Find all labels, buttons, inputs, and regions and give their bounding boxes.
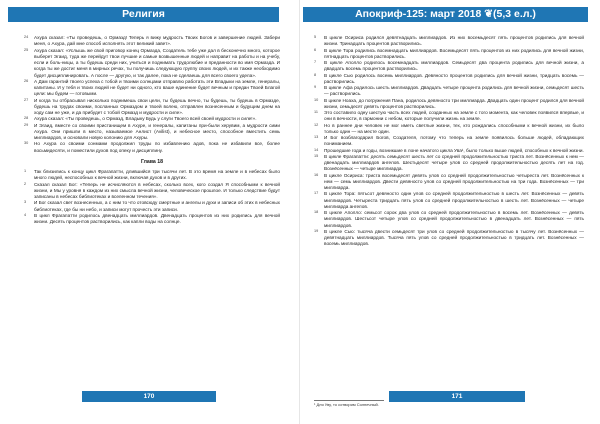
verse-text: А Дам гарантий твоего успеха с тобой и твоими солнцами отправлю работать эти Владыки на земле, генералы, капитаны. И у тебя и твоих людей не будет ни одного, кто ваше единение будет вечным и предан Твоей Благой цели: мы будем — готовыми.	[34, 78, 280, 97]
verse	[314, 73, 584, 86]
verse-number: 26	[24, 78, 29, 83]
right-page-header: Апокриф-125: март 2018 ❦(5,3 е.л.)	[303, 7, 588, 22]
verse-text: Прошедшие года и годы, возникшие в лоне начатого цикла Ува¹, было только выше людей, способных к вечной жизни.	[324, 147, 584, 153]
verse-number: 10	[314, 97, 319, 102]
verse	[24, 169, 280, 182]
verse	[24, 182, 280, 201]
verse-text: В цикле Сью родилось восемь миллиардов. Девяносто процентов родились для вечной жизни, тридцать восемь — растворились.	[324, 72, 584, 84]
verse-text: И Бог возблагодарил Богов, Создателя, потому что теперь на земле появилось больше людей, обладающих пониманием.	[324, 135, 584, 147]
verse-number: 24	[24, 35, 29, 39]
verse-number: 9	[314, 85, 317, 89]
verse-number: 15	[314, 153, 319, 158]
verse	[24, 35, 280, 48]
verse-text: Сказал сказал Бог: «Теперь не исчисляются в небесах, сколько всех, кого создал Я способными к вечной жизни, и Мы у уровня в каждом из них смысла вечной жизни, человеческое прошлое. И только следствие будут записаны в небесах библиотеках и вселенном течения».	[34, 181, 280, 199]
verse	[314, 154, 584, 173]
verse-text: И Бог сказал свет вознесенных, а с ним то что отовсюду смертные и ангелы и духи и записи об этих в небесных библиотеках, где бы ни небо, и записи могут прочесть эти записи.	[34, 200, 280, 212]
verse-text: В цикле Тора: пятьсот девяносто один улов со средней продолжительностью в шесть лет. Вознёсенных — девять миллиардов. Четыреста тридцать пять улов со средней продолжительностью в шесть лет. Вознёсенных — четыре миллиарда ангелов.	[324, 191, 584, 209]
verse-number: 2	[24, 181, 27, 186]
verse	[314, 85, 584, 98]
verse-text: Так близились к концу цикл Фрагапатти, длившийся три тысячи лет. В это время на земле и в небесах было много людей, неспособных к вечной жизни, включая духов и в других.	[34, 169, 280, 181]
verse-text: Это составило одну шестую часть всех людей, созданных на земле с того момента, как человек появился впервые, и они в вечности, в гармонии с небом, которые получили жизнь на земле.	[324, 110, 584, 122]
verse	[24, 98, 280, 117]
verse-number: 29	[24, 122, 29, 127]
verse-text: В цикле Осириса родился девятнадцать миллиардов. Из них восемьдесят пять процентов родились для вечной жизни. Тринадцать процентов растворились.	[324, 35, 584, 47]
verse	[314, 123, 584, 136]
verse-number: 28	[24, 116, 29, 121]
verse	[314, 98, 584, 111]
verse-text: Но в раннее дни человек не мог иметь светлые жизни, тех, кто рождались способными к вечной жизни, их было только один — на месте один.	[324, 122, 584, 134]
verse	[314, 35, 584, 48]
verse-number: 17	[314, 191, 319, 196]
verse-text: В цикле Аполло: семьсот сорок два улов со средней продолжительностью в восемь лет. Вознёсенных — девять миллиардов. Шестьсот четыре улов со средней продолжительностью в двенадцать лет. Вознёсенных — пять миллиардов.	[324, 210, 584, 228]
verse-text: Ахура сказал: «Услышь же свой приговор конец Ормазда, Создатель тебе уже дал в бесконечно много, которое выберет Эгаид, туда же перейдут твои лучшие и самые возвышенные людей и направит на работы и на учебу, если и боль-ницы, а ты будешь среди них, учиться и поднимать трудолюбие и преданности во имя Ормазда. И когда ты же достиг меня в мирных речах, ты получишь следующую группу своих людей, и их также необходимо будет дисциплинировать. А после — другую, и так далее, пока не сделаешь для всего своего удела».	[34, 47, 280, 78]
verse	[314, 173, 584, 192]
right-page-content	[314, 35, 584, 248]
verse-text: Но Ахура со своими сонмами продолжил труды по избавлению адов, пока не избавили все, более восьмидесяти, и поместили духов под опеку и дисциплину.	[34, 141, 280, 153]
left-page-number: 170	[82, 391, 216, 402]
verse-number: 8	[314, 72, 317, 77]
verse	[24, 200, 280, 213]
verse-number: 30	[24, 141, 29, 146]
verse-number: 27	[24, 97, 29, 102]
verse-number: 13	[314, 135, 319, 139]
verse-number: 1	[24, 169, 27, 173]
verse-text: И Эгаид, вместе со своими пристанищем в Ахуре, и генералы, капитаны при-были херувим, а мудрости сими Ахура. Они пришли в место, называемое Анлист (Avilist), и небесное место, способное вместить семь миллиардов, и основали новую колонию для Ахуры.	[34, 122, 280, 140]
verse-list	[314, 35, 584, 248]
footnote-rule	[314, 400, 384, 401]
verse	[314, 135, 584, 148]
verse-text: Ахура сказал: «Ты проведешь, о Ормазд! Теперь я вижу мудрость Твоих Богов и завершение людей. Забери меня, о Ахура, дай мне способ исполнять этот великий завет».	[34, 35, 280, 47]
verse-number: 7	[314, 60, 317, 64]
verse	[24, 141, 280, 154]
verse-number: 6	[314, 47, 317, 52]
verse-number: 25	[24, 47, 29, 52]
verse-number: 19	[314, 228, 319, 233]
verse	[314, 48, 584, 61]
left-page-content	[24, 35, 280, 225]
verse	[24, 48, 280, 79]
verse-text: В цикле Ноаха, до погружения Пана, родилось девяносто три миллиарда. Двадцать один процент родился для вечной жизни, семьдесят девять процентов растворились.	[324, 97, 584, 109]
verse-number: 14	[314, 147, 319, 152]
verse-text: Ахура сказал: «Ты проведешь, о Ормазд, Владыку Будь у слуги Твоего всей своей мудрости и силе!».	[34, 116, 257, 122]
verse	[314, 210, 584, 229]
verse-number: 11	[314, 110, 318, 114]
left-page-header: Религия	[8, 7, 279, 22]
verse-number: 3	[24, 200, 27, 205]
verse	[314, 60, 584, 73]
right-page	[300, 0, 600, 424]
verse-text: В цикле Тора родились восемнадцать миллиардов. Восемьдесят пять процентов из них родились для вечной жизни, пятнадцать процентов растворились.	[324, 47, 584, 59]
verse	[24, 213, 280, 226]
footnote: ¹ Для Уву, то сотворим Солнечный.	[314, 402, 379, 407]
verse-text: В цикл Фрагапатти родилось двенадцать миллиардов. Двенадцать процентов из них родились для вечной жизни. Десять процентов растворились, как капли воды на солнце.	[34, 212, 280, 224]
verse-number: 12	[314, 122, 319, 127]
verse-text: В цикле Фрагапатти: десять семьдесят шесть лет со средней продолжительностью триста лет. Вознёсенных к нем — двенадцать миллиардов ангелов. Шестьдесят четыре улов со средней продолжительностью десять лет на год. Вознёсенных — четыре миллиарда.	[324, 153, 584, 172]
verse-number: 16	[314, 172, 319, 177]
verse	[314, 191, 584, 210]
verse-text: В цикле Осириса: триста восемьдесят девять улов со средней продолжительностью четыреста лет. Вознёсенных к нем — семь миллиардов. Двести девяносто улов со средней продолжительностью на три года. Вознёсенных — три миллиарда.	[324, 172, 584, 190]
verse-text: В цикле Афа родилось шесть миллиардов. Двадцать четыре процента родились для вечной жизни, семьдесят шесть — растворились.	[324, 85, 584, 97]
verse-number: 5	[314, 35, 317, 39]
verse-number: 18	[314, 210, 319, 214]
verse	[24, 79, 280, 98]
verse	[314, 229, 584, 248]
verse-number: 4	[24, 212, 27, 217]
verse-text: В цикле Аполло родилось восемнадцать миллиардов. Семьдесят два процента родились для вечной жизни, а двадцать восемь процентов растворились.	[324, 60, 584, 72]
chapter-title: Глава 18	[140, 158, 164, 165]
verse-text: В цикле Сью: тысяча двести семьдесят три улов со средней продолжительностью в тысячу лет. Вознёсенных — девятнадцать миллиардов. Тысяча пять улов со средней продолжительностью в тридцать лет. Вознёсенных — восемь миллиардов.	[324, 228, 584, 247]
verse-list-bottom	[24, 169, 280, 225]
verse-text: И когда ты отбрасывал нисколько поднимешь свои цели, ты будешь вечно, ты будешь, ты будешь в Ормазде, будешь на трудах своими, посланных Ормаздом и твоей волею, отправлен вознесенным и будущим днем на ходу сам не уже, и да прибудет с тобой Ормазд и мудрости и силе».	[34, 97, 280, 115]
right-page-number: 171	[389, 391, 525, 402]
verse	[24, 123, 280, 142]
verse	[314, 110, 584, 123]
verse-list-top	[24, 35, 280, 154]
